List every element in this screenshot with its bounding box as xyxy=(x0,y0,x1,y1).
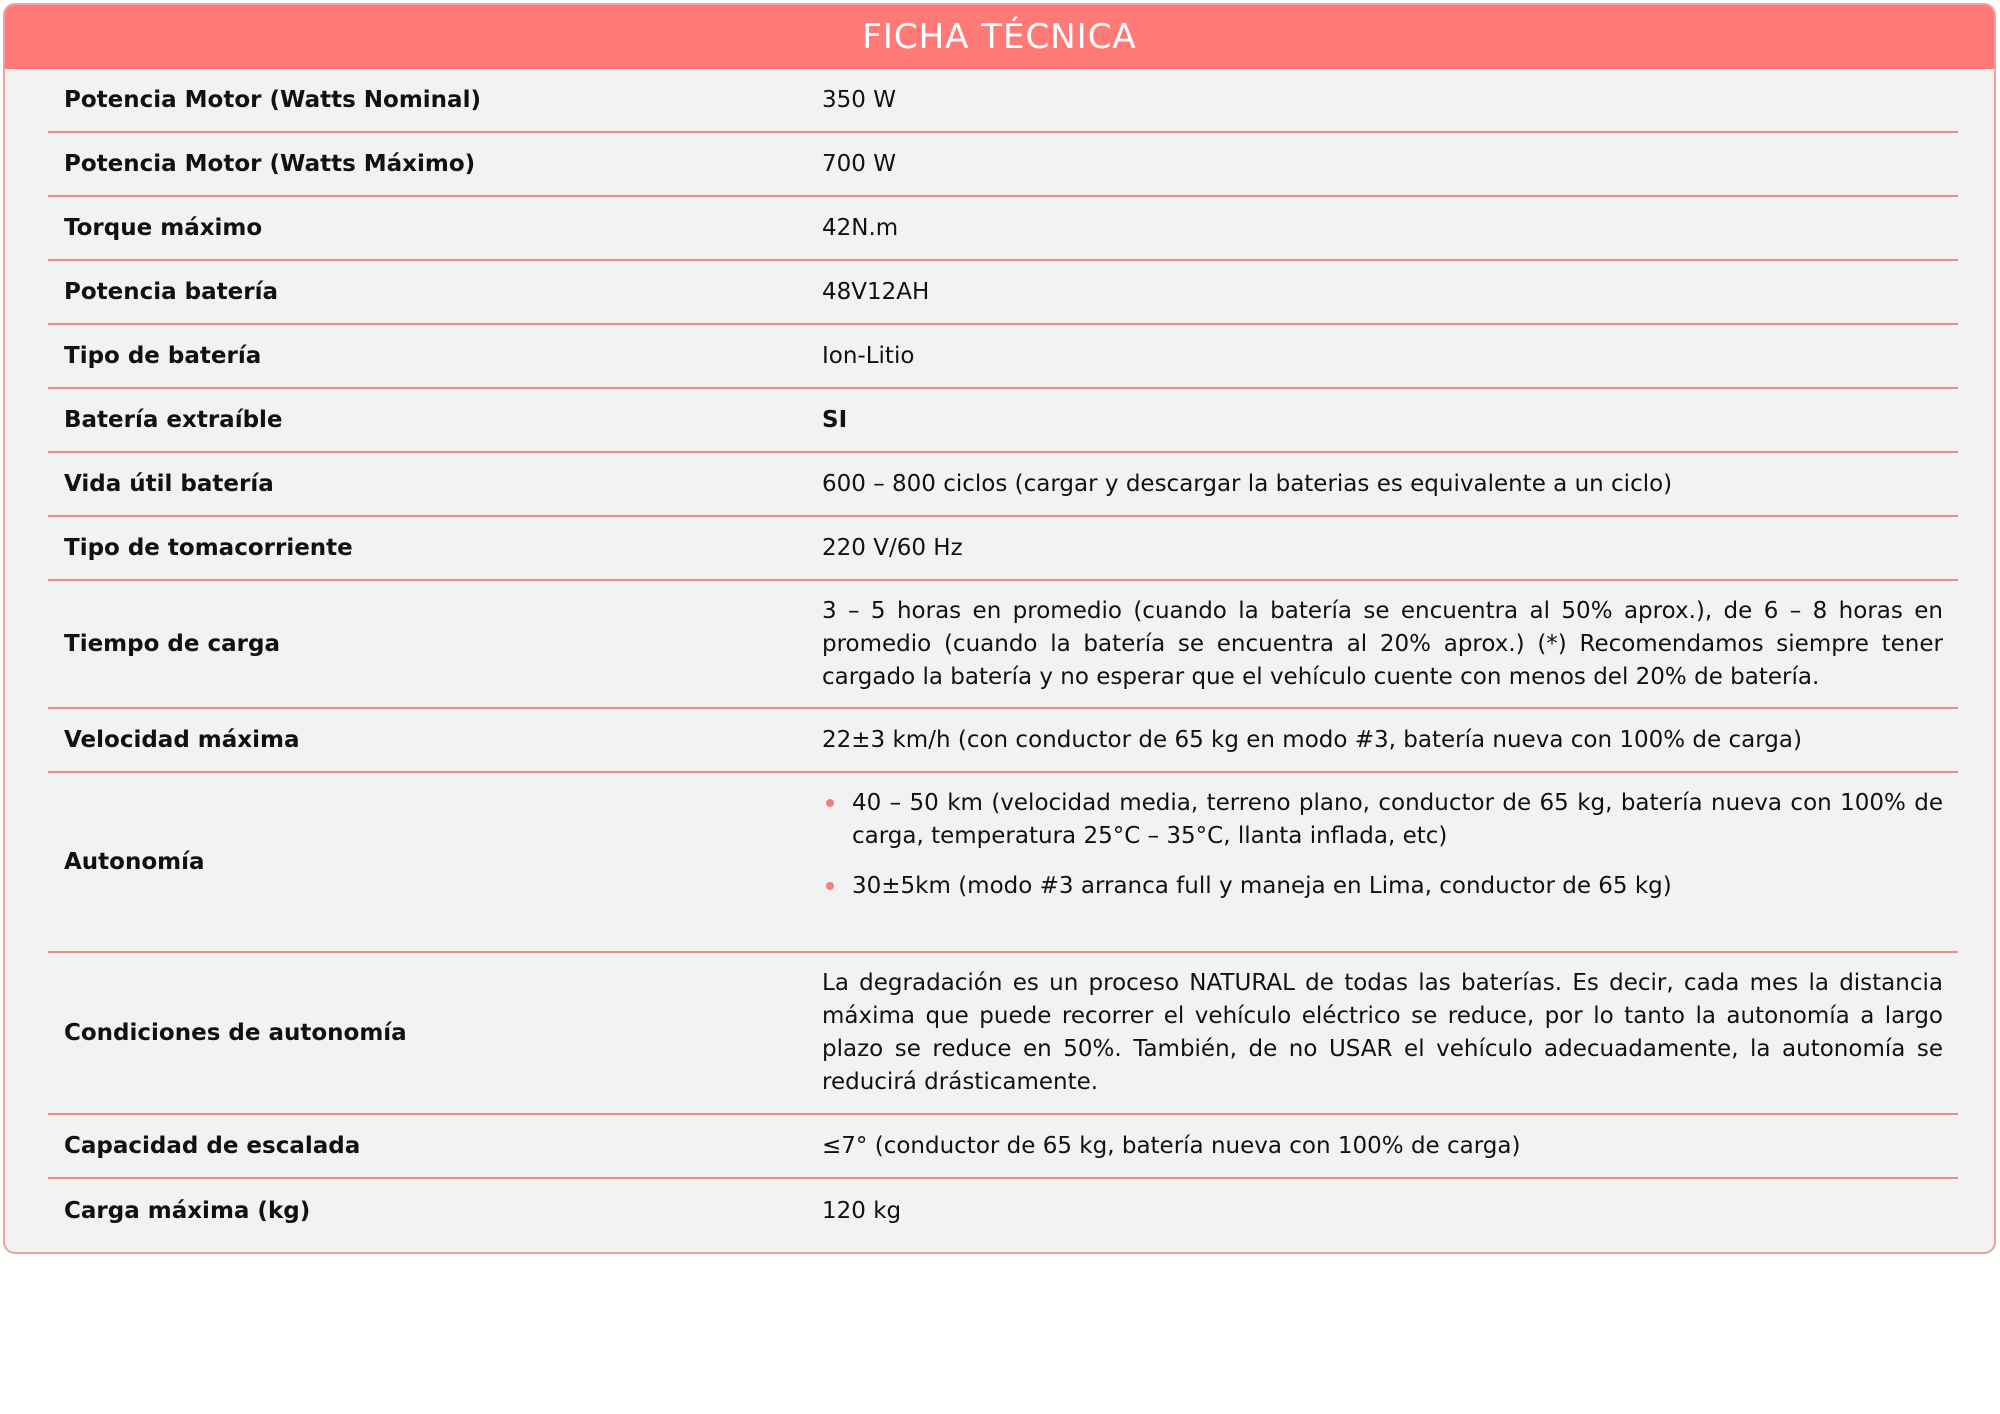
spec-label: Vida útil batería xyxy=(64,471,274,497)
spec-table xyxy=(48,69,1958,1243)
spec-label: Batería extraíble xyxy=(64,407,283,433)
page-title: FICHA TÉCNICA xyxy=(862,17,1137,57)
autonomia-list xyxy=(822,787,1943,920)
bullet-dot-icon xyxy=(826,882,834,890)
spec-value: La degradación es un proceso NATURAL de todas las baterías. Es decir, cada mes la distancia máxima que puede recorrer el vehículo eléctrico se reduce, por lo tanto la autonomía a largo plazo se reduce en 50%. También, de no USAR el vehículo adecuadamente, la autonomía se reducirá drásticamente. xyxy=(822,970,1943,1095)
spec-row-velocidad xyxy=(48,709,1958,773)
card-header xyxy=(5,5,1994,69)
list-item-text: 30±5km (modo #3 arranca full y maneja en Lima, conductor de 65 kg) xyxy=(852,873,1672,899)
spec-row-autonomia xyxy=(48,773,1958,953)
bullet-dot-icon xyxy=(826,799,834,807)
spec-label: Condiciones de autonomía xyxy=(64,1020,407,1046)
spec-row-tomacorriente xyxy=(48,517,1958,581)
spec-value: ≤7° (conductor de 65 kg, batería nueva con 100% de carga) xyxy=(822,1132,1521,1159)
spec-label: Autonomía xyxy=(64,849,205,875)
spec-value: 350 W xyxy=(822,86,896,113)
spec-value: 22±3 km/h (con conductor de 65 kg en modo #3, batería nueva con 100% de carga) xyxy=(822,726,1802,753)
spec-label: Tiempo de carga xyxy=(64,631,280,657)
spec-label: Potencia batería xyxy=(64,279,278,305)
spec-row-escalada xyxy=(48,1115,1958,1179)
spec-value: 48V12AH xyxy=(822,278,930,305)
spec-row-potencia-nominal xyxy=(48,69,1958,133)
spec-value: 3 – 5 horas en promedio (cuando la batería se encuentra al 50% aprox.), de 6 – 8 horas en promedio (cuando la batería se encuentra al 20% aprox.) (*) Recomendamos siempre tener cargado la batería y no esperar que el vehículo cuente con menos del 20% de batería. xyxy=(822,597,1943,690)
spec-label: Capacidad de escalada xyxy=(64,1133,361,1159)
spec-row-potencia-maximo xyxy=(48,133,1958,197)
spec-label: Potencia Motor (Watts Nominal) xyxy=(64,87,481,113)
spec-value: 600 – 800 ciclos (cargar y descargar la baterias es equivalente a un ciclo) xyxy=(822,470,1673,497)
list-item xyxy=(822,870,1943,903)
spec-label: Torque máximo xyxy=(64,215,263,241)
list-item xyxy=(822,787,1943,853)
spec-row-torque xyxy=(48,197,1958,261)
spec-label: Velocidad máxima xyxy=(64,727,300,753)
spec-label: Tipo de tomacorriente xyxy=(64,535,353,561)
spec-label: Carga máxima (kg) xyxy=(64,1198,311,1224)
spec-row-tiempo-carga xyxy=(48,581,1958,709)
spec-card xyxy=(3,3,1996,1254)
spec-row-potencia-bateria xyxy=(48,261,1958,325)
spec-value: 700 W xyxy=(822,150,896,177)
spec-row-tipo-bateria xyxy=(48,325,1958,389)
spec-label: Potencia Motor (Watts Máximo) xyxy=(64,151,476,177)
spec-value: SI xyxy=(822,406,848,433)
spec-value: 120 kg xyxy=(822,1197,902,1224)
spec-row-condiciones xyxy=(48,953,1958,1115)
list-item-text: 40 – 50 km (velocidad media, terreno plano, conductor de 65 kg, batería nueva con 100% de carga, temperatura 25°C – 35°C, llanta inflada, etc) xyxy=(852,790,1943,849)
spec-value: Ion-Litio xyxy=(822,342,915,369)
spec-value: 220 V/60 Hz xyxy=(822,534,963,561)
spec-row-carga-maxima xyxy=(48,1179,1958,1243)
spec-label: Tipo de batería xyxy=(64,343,262,369)
spec-row-bateria-extraible xyxy=(48,389,1958,453)
spec-value: 42N.m xyxy=(822,214,899,241)
spec-row-vida-util xyxy=(48,453,1958,517)
